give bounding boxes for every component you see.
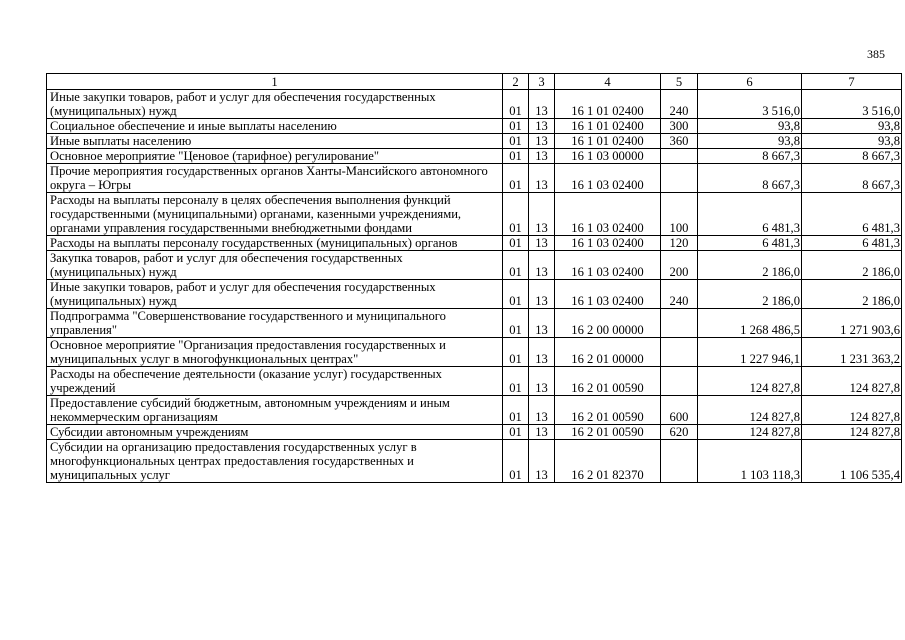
expense-type-cell: 300 xyxy=(661,119,698,134)
section-cell: 01 xyxy=(503,280,529,309)
column-header: 2 xyxy=(503,74,529,90)
amount-year1-cell: 124 827,8 xyxy=(698,367,802,396)
amount-year2-cell: 6 481,3 xyxy=(802,193,902,236)
amount-year2-cell: 8 667,3 xyxy=(802,164,902,193)
expense-type-cell: 240 xyxy=(661,90,698,119)
amount-year1-cell: 6 481,3 xyxy=(698,193,802,236)
row-name-cell: Субсидии автономным учреждениям xyxy=(47,425,503,440)
amount-year2-cell: 3 516,0 xyxy=(802,90,902,119)
page-number: 385 xyxy=(867,47,885,61)
amount-year1-cell: 93,8 xyxy=(698,134,802,149)
row-name-cell: Расходы на выплаты персоналу государственных (муниципальных) органов xyxy=(47,236,503,251)
amount-year2-cell: 124 827,8 xyxy=(802,367,902,396)
column-header: 6 xyxy=(698,74,802,90)
subsection-cell: 13 xyxy=(529,338,555,367)
expense-type-cell: 620 xyxy=(661,425,698,440)
expense-type-cell: 200 xyxy=(661,251,698,280)
amount-year2-cell: 1 231 363,2 xyxy=(802,338,902,367)
row-name-cell: Прочие мероприятия государственных органов Ханты-Мансийского автономного округа – Югры xyxy=(47,164,503,193)
section-cell: 01 xyxy=(503,309,529,338)
amount-year2-cell: 93,8 xyxy=(802,119,902,134)
budget-table xyxy=(46,73,902,483)
row-name-cell: Подпрограмма "Совершенствование государственного и муниципального управления" xyxy=(47,309,503,338)
section-cell: 01 xyxy=(503,119,529,134)
amount-year2-cell: 124 827,8 xyxy=(802,396,902,425)
table-row xyxy=(47,134,902,149)
section-cell: 01 xyxy=(503,425,529,440)
table-row xyxy=(47,367,902,396)
subsection-cell: 13 xyxy=(529,396,555,425)
subsection-cell: 13 xyxy=(529,164,555,193)
amount-year1-cell: 1 227 946,1 xyxy=(698,338,802,367)
amount-year2-cell: 1 106 535,4 xyxy=(802,440,902,483)
subsection-cell: 13 xyxy=(529,134,555,149)
amount-year1-cell: 1 268 486,5 xyxy=(698,309,802,338)
section-cell: 01 xyxy=(503,193,529,236)
subsection-cell: 13 xyxy=(529,309,555,338)
row-name-cell: Основное мероприятие "Организация предоставления государственных и муниципальных услуг в многофункциональных центрах" xyxy=(47,338,503,367)
row-name-cell: Иные закупки товаров, работ и услуг для обеспечения государственных (муниципальных) нужд xyxy=(47,90,503,119)
target-article-cell: 16 2 00 00000 xyxy=(555,309,661,338)
subsection-cell: 13 xyxy=(529,280,555,309)
target-article-cell: 16 1 03 02400 xyxy=(555,193,661,236)
section-cell: 01 xyxy=(503,396,529,425)
section-cell: 01 xyxy=(503,367,529,396)
amount-year2-cell: 1 271 903,6 xyxy=(802,309,902,338)
subsection-cell: 13 xyxy=(529,251,555,280)
target-article-cell: 16 1 03 02400 xyxy=(555,164,661,193)
amount-year2-cell: 6 481,3 xyxy=(802,236,902,251)
section-cell: 01 xyxy=(503,251,529,280)
section-cell: 01 xyxy=(503,338,529,367)
amount-year2-cell: 124 827,8 xyxy=(802,425,902,440)
amount-year1-cell: 1 103 118,3 xyxy=(698,440,802,483)
amount-year1-cell: 3 516,0 xyxy=(698,90,802,119)
amount-year1-cell: 124 827,8 xyxy=(698,425,802,440)
amount-year1-cell: 93,8 xyxy=(698,119,802,134)
table-row xyxy=(47,251,902,280)
column-header: 3 xyxy=(529,74,555,90)
target-article-cell: 16 1 03 02400 xyxy=(555,280,661,309)
table-row xyxy=(47,164,902,193)
row-name-cell: Закупка товаров, работ и услуг для обеспечения государственных (муниципальных) нужд xyxy=(47,251,503,280)
table-row xyxy=(47,309,902,338)
section-cell: 01 xyxy=(503,236,529,251)
expense-type-cell: 100 xyxy=(661,193,698,236)
row-name-cell: Предоставление субсидий бюджетным, автономным учреждениям и иным некоммерческим организациям xyxy=(47,396,503,425)
row-name-cell: Иные выплаты населению xyxy=(47,134,503,149)
amount-year1-cell: 2 186,0 xyxy=(698,280,802,309)
row-name-cell: Социальное обеспечение и иные выплаты населению xyxy=(47,119,503,134)
target-article-cell: 16 1 03 00000 xyxy=(555,149,661,164)
table-row xyxy=(47,193,902,236)
table-row xyxy=(47,425,902,440)
header-row xyxy=(47,74,902,90)
target-article-cell: 16 2 01 00590 xyxy=(555,396,661,425)
expense-type-cell: 360 xyxy=(661,134,698,149)
target-article-cell: 16 1 03 02400 xyxy=(555,236,661,251)
table-row xyxy=(47,440,902,483)
expense-type-cell: 600 xyxy=(661,396,698,425)
expense-type-cell xyxy=(661,149,698,164)
row-name-cell: Иные закупки товаров, работ и услуг для обеспечения государственных (муниципальных) нужд xyxy=(47,280,503,309)
section-cell: 01 xyxy=(503,440,529,483)
table-row xyxy=(47,119,902,134)
subsection-cell: 13 xyxy=(529,425,555,440)
expense-type-cell xyxy=(661,338,698,367)
table-row xyxy=(47,149,902,164)
subsection-cell: 13 xyxy=(529,119,555,134)
expense-type-cell: 240 xyxy=(661,280,698,309)
target-article-cell: 16 1 01 02400 xyxy=(555,119,661,134)
target-article-cell: 16 2 01 82370 xyxy=(555,440,661,483)
expense-type-cell: 120 xyxy=(661,236,698,251)
amount-year1-cell: 6 481,3 xyxy=(698,236,802,251)
subsection-cell: 13 xyxy=(529,149,555,164)
amount-year2-cell: 2 186,0 xyxy=(802,280,902,309)
row-name-cell: Расходы на выплаты персоналу в целях обеспечения выполнения функций государственными (муниципальными) органами, казенными учреждениями, органами управления государственными внебюджетными фондами xyxy=(47,193,503,236)
amount-year1-cell: 2 186,0 xyxy=(698,251,802,280)
target-article-cell: 16 2 01 00590 xyxy=(555,367,661,396)
table-row xyxy=(47,90,902,119)
column-header: 1 xyxy=(47,74,503,90)
row-name-cell: Субсидии на организацию предоставления государственных услуг в многофункциональных центрах предоставления государственных и муниципальных услуг xyxy=(47,440,503,483)
expense-type-cell xyxy=(661,164,698,193)
expense-type-cell xyxy=(661,309,698,338)
target-article-cell: 16 1 01 02400 xyxy=(555,90,661,119)
subsection-cell: 13 xyxy=(529,90,555,119)
amount-year1-cell: 8 667,3 xyxy=(698,149,802,164)
column-header: 5 xyxy=(661,74,698,90)
row-name-cell: Основное мероприятие "Ценовое (тарифное) регулирование" xyxy=(47,149,503,164)
row-name-cell: Расходы на обеспечение деятельности (оказание услуг) государственных учреждений xyxy=(47,367,503,396)
subsection-cell: 13 xyxy=(529,367,555,396)
amount-year2-cell: 8 667,3 xyxy=(802,149,902,164)
column-header: 7 xyxy=(802,74,902,90)
amount-year1-cell: 124 827,8 xyxy=(698,396,802,425)
amount-year2-cell: 93,8 xyxy=(802,134,902,149)
amount-year2-cell: 2 186,0 xyxy=(802,251,902,280)
table-row xyxy=(47,280,902,309)
table-row xyxy=(47,338,902,367)
amount-year1-cell: 8 667,3 xyxy=(698,164,802,193)
subsection-cell: 13 xyxy=(529,440,555,483)
subsection-cell: 13 xyxy=(529,193,555,236)
subsection-cell: 13 xyxy=(529,236,555,251)
target-article-cell: 16 2 01 00590 xyxy=(555,425,661,440)
table-row xyxy=(47,396,902,425)
expense-type-cell xyxy=(661,367,698,396)
section-cell: 01 xyxy=(503,134,529,149)
section-cell: 01 xyxy=(503,164,529,193)
section-cell: 01 xyxy=(503,149,529,164)
target-article-cell: 16 2 01 00000 xyxy=(555,338,661,367)
section-cell: 01 xyxy=(503,90,529,119)
expense-type-cell xyxy=(661,440,698,483)
column-header: 4 xyxy=(555,74,661,90)
table-row xyxy=(47,236,902,251)
target-article-cell: 16 1 03 02400 xyxy=(555,251,661,280)
target-article-cell: 16 1 01 02400 xyxy=(555,134,661,149)
